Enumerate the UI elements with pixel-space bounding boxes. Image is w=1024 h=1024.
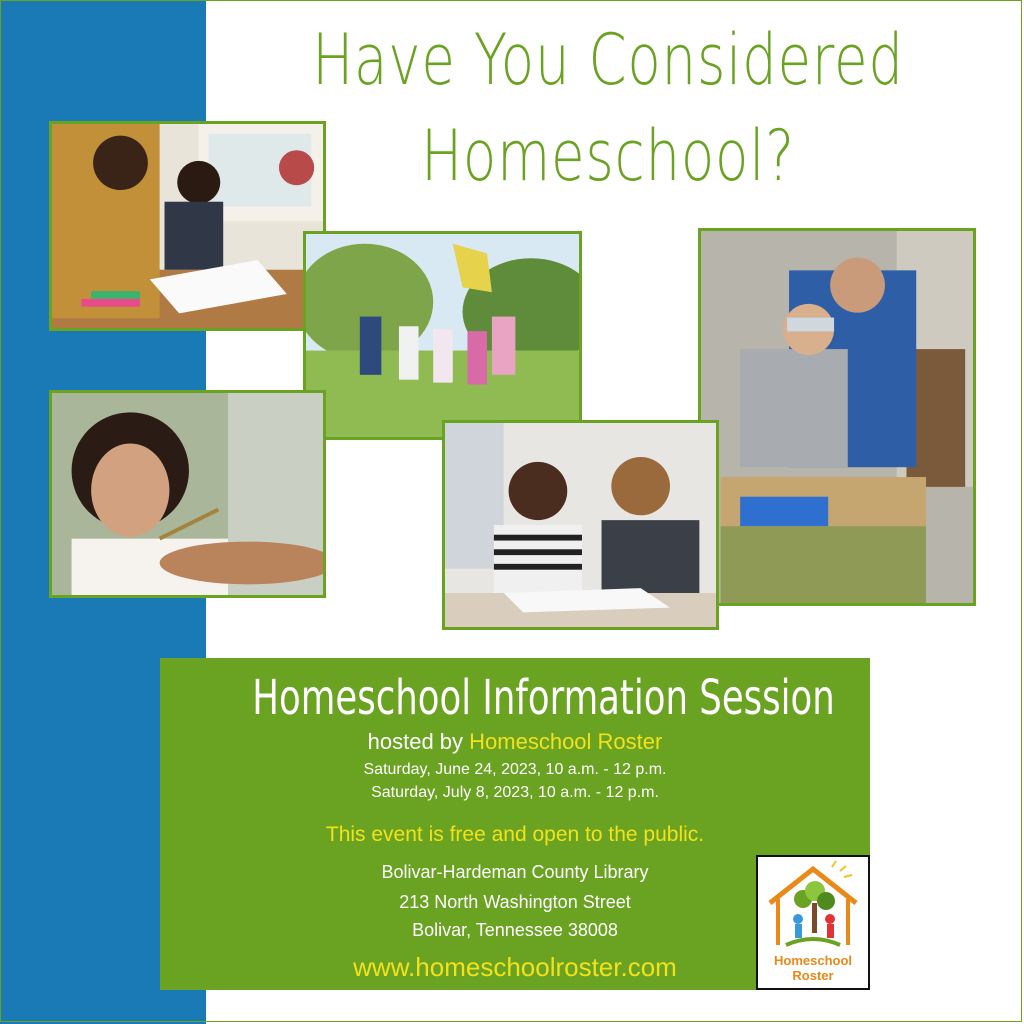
address-street: 213 North Washington Street: [399, 892, 631, 912]
headline-line-1: Have You Considered: [312, 19, 904, 101]
children-kite-photo: [303, 231, 582, 440]
website-link[interactable]: www.homeschoolroster.com: [353, 952, 677, 982]
mother-daughter-writing-photo: [49, 121, 326, 331]
logo-text-line-1: Homeschool: [773, 953, 852, 968]
free-event-note: This event is free and open to the public.: [325, 823, 705, 846]
headline-line-2: Homeschool?: [421, 115, 795, 197]
host-name: Homeschool Roster: [469, 729, 663, 754]
event-title: Homeschool Information Session: [252, 670, 835, 726]
event-date-1: Saturday, June 24, 2023, 10 a.m. - 12 p.m.: [363, 761, 667, 778]
mother-daughter-study-photo: [442, 420, 719, 630]
father-son-woodwork-photo: [698, 228, 976, 606]
girl-insect-photo: [49, 390, 326, 598]
homeschool-roster-logo: [756, 855, 870, 990]
house-tree-logo-icon: [758, 857, 868, 957]
event-date-2: Saturday, July 8, 2023, 10 a.m. - 12 p.m.: [371, 784, 659, 801]
headline: [312, 12, 905, 204]
hosted-by-prefix: hosted by: [367, 729, 470, 754]
hosted-by-line: [160, 728, 870, 756]
logo-text-line-2: Roster: [792, 968, 834, 983]
address-library: Bolivar-Hardeman County Library: [381, 862, 649, 882]
address-city: Bolivar, Tennessee 38008: [412, 920, 618, 940]
